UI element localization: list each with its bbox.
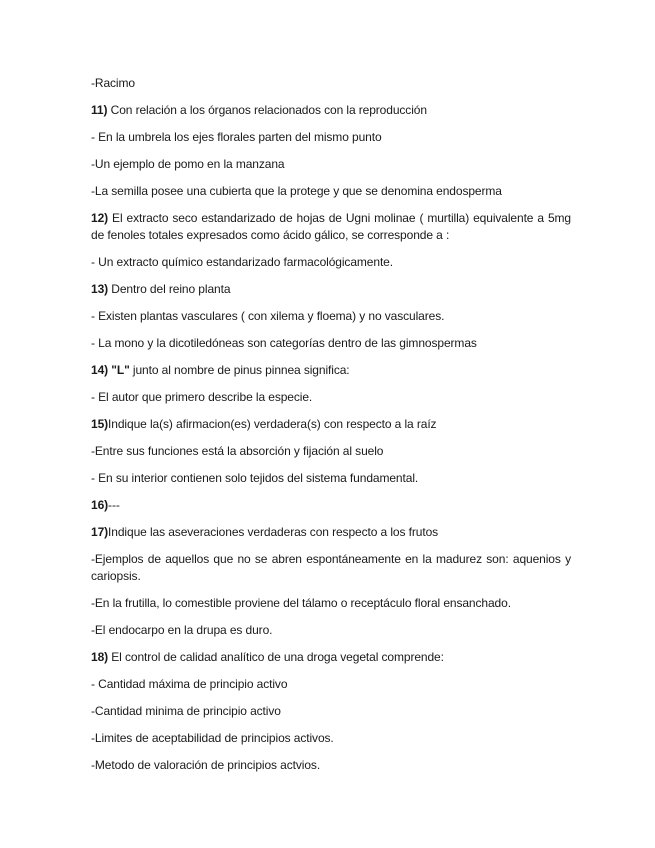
answer-line	[91, 129, 571, 145]
question-number: 13)	[91, 282, 109, 296]
question-11	[91, 102, 571, 118]
answer-text: -Limites de aceptabilidad de principios activos.	[91, 731, 334, 745]
answer-line	[91, 389, 571, 405]
answer-text: - Un extracto químico estandarizado farmacológicamente.	[91, 255, 393, 269]
question-number: 17)	[91, 525, 109, 539]
answer-line	[91, 156, 571, 172]
document-page	[91, 75, 571, 784]
question-number: 15)	[91, 417, 109, 431]
question-number: 18)	[91, 650, 109, 664]
question-17	[91, 524, 571, 540]
answer-line	[91, 75, 571, 91]
question-18	[91, 649, 571, 665]
answer-text: - Cantidad máxima de principio activo	[91, 677, 288, 691]
question-number: 11)	[91, 103, 108, 117]
answer-line	[91, 676, 571, 692]
question-text: El control de calidad analítico de una droga vegetal comprende:	[108, 650, 444, 664]
answer-line	[91, 595, 571, 611]
answer-line	[91, 551, 571, 584]
question-text: Con relación a los órganos relacionados con la reproducción	[107, 103, 427, 117]
answer-line	[91, 183, 571, 199]
answer-text: - En su interior contienen solo tejidos del sistema fundamental.	[91, 471, 419, 485]
answer-line	[91, 757, 571, 773]
question-text: Indique las aseveraciones verdaderas con respecto a los frutos	[108, 525, 439, 539]
question-text: ---	[108, 498, 120, 512]
answer-line	[91, 622, 571, 638]
question-16	[91, 497, 571, 513]
question-text: El extracto seco estandarizado de hojas de Ugni molinae ( murtilla) equivalente a 5mg de fenoles totales expresados como ácido gálico, se corresponde a :	[91, 211, 571, 242]
answer-line	[91, 335, 571, 351]
answer-text: -Cantidad minima de principio activo	[91, 704, 281, 718]
answer-line	[91, 254, 571, 270]
answer-text: -Ejemplos de aquellos que no se abren espontáneamente en la madurez son: aquenios y cariopsis.	[91, 552, 571, 583]
question-number: 14) "L"	[91, 363, 130, 377]
answer-line	[91, 308, 571, 324]
question-15	[91, 416, 571, 432]
question-number: 16)	[91, 498, 109, 512]
answer-text: -La semilla posee una cubierta que la protege y que se denomina endosperma	[91, 184, 502, 198]
answer-text: - Existen plantas vasculares ( con xilema y floema) y no vasculares.	[91, 309, 445, 323]
question-14	[91, 362, 571, 378]
answer-text: -Racimo	[91, 76, 135, 90]
question-text: Indique la(s) afirmacion(es) verdadera(s) con respecto a la raíz	[108, 417, 437, 431]
answer-line	[91, 470, 571, 486]
answer-text: - El autor que primero describe la especie.	[91, 390, 313, 404]
answer-text: - En la umbrela los ejes florales parten del mismo punto	[91, 130, 382, 144]
question-text: Dentro del reino planta	[108, 282, 231, 296]
answer-text: -En la frutilla, lo comestible proviene del tálamo o receptáculo floral ensanchado.	[91, 596, 511, 610]
question-text: junto al nombre de pinus pinnea significa:	[129, 363, 350, 377]
answer-text: - La mono y la dicotiledóneas son categorías dentro de las gimnospermas	[91, 336, 477, 350]
answer-text: -Un ejemplo de pomo en la manzana	[91, 157, 285, 171]
answer-text: -Metodo de valoración de principios actvios.	[91, 758, 321, 772]
answer-line	[91, 443, 571, 459]
question-number: 12)	[91, 211, 109, 225]
answer-line	[91, 730, 571, 746]
question-12	[91, 210, 571, 243]
answer-text: -Entre sus funciones está la absorción y fijación al suelo	[91, 444, 384, 458]
answer-line	[91, 703, 571, 719]
question-13	[91, 281, 571, 297]
answer-text: -El endocarpo en la drupa es duro.	[91, 623, 273, 637]
